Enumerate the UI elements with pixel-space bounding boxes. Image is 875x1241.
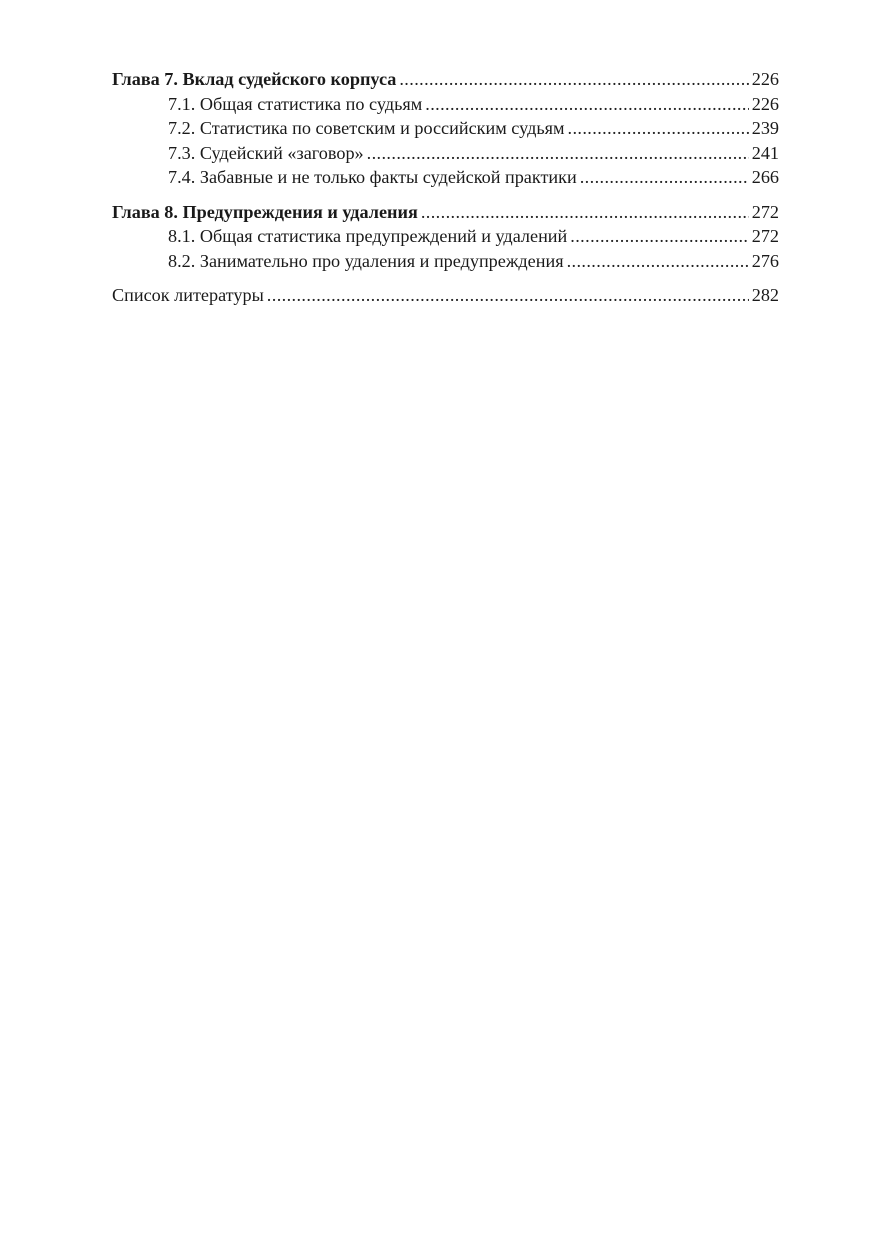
dot-leader — [425, 92, 748, 117]
toc-entry-page-number: 276 — [751, 250, 779, 271]
toc-entry-page-number: 282 — [751, 285, 779, 305]
toc-entry-section-7-1[interactable] — [112, 92, 779, 117]
dot-leader — [568, 116, 749, 141]
dot-leader — [570, 224, 748, 249]
dot-leader — [580, 165, 749, 190]
toc-entry-page-number: 272 — [751, 201, 779, 222]
toc-entry-label: 7.3. Судейский «заговор» — [168, 142, 364, 163]
toc-entry-page-number: 272 — [751, 226, 779, 246]
toc-entry-label: Список литературы — [112, 285, 264, 305]
dot-leader — [421, 200, 749, 225]
dot-leader — [399, 67, 748, 92]
toc-entry-section-7-2[interactable] — [112, 116, 779, 141]
toc-entry-page-number: 239 — [751, 118, 779, 138]
toc-entry-section-8-1[interactable] — [112, 224, 779, 249]
toc-entry-section-7-4[interactable] — [112, 165, 779, 190]
toc-entry-chapter-8[interactable] — [112, 200, 779, 225]
dot-leader — [367, 141, 749, 166]
toc-entry-page-number: 226 — [751, 69, 779, 89]
toc-entry-label: 7.2. Статистика по советским и российским судьям — [168, 118, 565, 138]
toc-entry-label: 7.4. Забавные и не только факты судейской практики — [168, 167, 577, 187]
dot-leader — [267, 283, 749, 308]
toc-entry-label: Глава 7. Вклад судейского корпуса — [112, 69, 397, 89]
toc-entry-label: Глава 8. Предупреждения и удаления — [112, 201, 418, 222]
toc-entry-chapter-7[interactable] — [112, 67, 779, 92]
toc-entry-label: 8.1. Общая статистика предупреждений и удалений — [168, 226, 568, 246]
toc-entry-bibliography[interactable] — [112, 283, 779, 308]
toc-entry-label: 7.1. Общая статистика по судьям — [168, 93, 423, 114]
toc-entry-page-number: 266 — [751, 167, 779, 187]
toc-entry-section-8-2[interactable] — [112, 249, 779, 274]
toc-entry-page-number: 241 — [751, 142, 779, 163]
table-of-contents — [112, 67, 779, 308]
toc-entry-label: 8.2. Занимательно про удаления и предупреждения — [168, 250, 564, 271]
toc-entry-page-number: 226 — [751, 93, 779, 114]
toc-entry-section-7-3[interactable] — [112, 141, 779, 166]
dot-leader — [567, 249, 749, 274]
